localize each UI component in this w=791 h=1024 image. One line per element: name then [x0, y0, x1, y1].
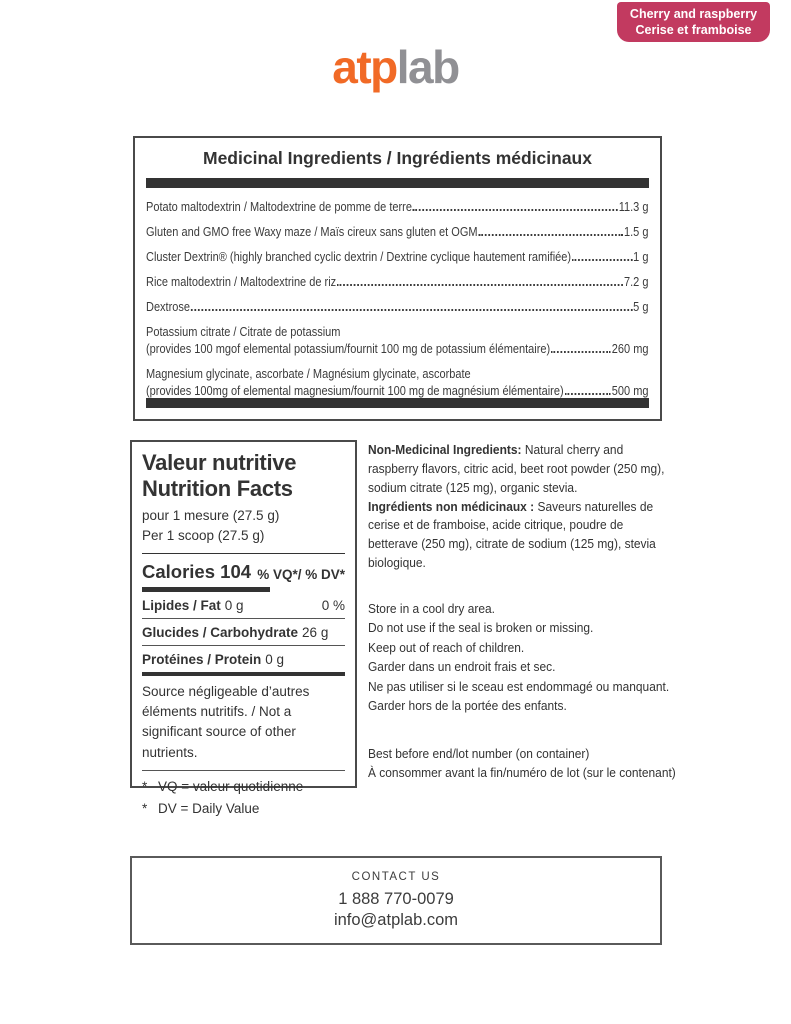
footnote-row: [142, 798, 345, 820]
non-medicinal-text-fr: Saveurs naturelles de cerise et de framboise, acide citrique, poudre de betterave (250 mg), citrate de sodium (125 mg), stevia biologique.: [368, 498, 656, 571]
atplab-logo: [332, 41, 458, 93]
non-medicinal-label-fr: Ingrédients non médicinaux :: [368, 498, 535, 514]
best-before-block: [368, 745, 676, 783]
dot-leader: [413, 209, 618, 211]
non-medicinal-paragraph-en: [368, 441, 672, 498]
logo-part-lab: lab: [396, 41, 459, 93]
storage-line: Store in a cool dry area.: [368, 600, 495, 616]
ingredient-amount: 260 mg: [611, 342, 649, 356]
ingredient-row: [146, 225, 648, 239]
dot-leader: [572, 259, 632, 261]
nutrient-value: 26 g: [302, 624, 329, 640]
ingredient-name-line1: Potassium citrate / Citrate de potassium: [146, 325, 341, 339]
flavor-badge-line-en: Cherry and raspberry: [629, 6, 758, 21]
divider: [142, 770, 345, 771]
flavor-badge-line-fr: Cerise et framboise: [635, 23, 752, 37]
contact-phone: 1 888 770-0079: [338, 890, 454, 908]
divider-bar-bottom: [146, 398, 649, 408]
nutrient-value: 0 g: [265, 651, 285, 667]
non-medicinal-paragraph-fr: [368, 498, 672, 573]
footnote-text: DV = Daily Value: [158, 800, 260, 816]
nutrient-row: [142, 619, 345, 645]
divider-bar-top: [146, 178, 649, 188]
info-column: [368, 441, 676, 783]
ingredient-name-line2: (provides 100mg of elemental magnesium/fournit 100 mg de magnésium élémentaire): [146, 384, 564, 398]
dot-leader: [551, 351, 611, 353]
medicinal-ingredients-panel: [133, 136, 662, 421]
ingredient-list: [146, 188, 648, 398]
ingredient-name-line1: Magnesium glycinate, ascorbate / Magnésium glycinate, ascorbate: [146, 367, 471, 381]
contact-heading: CONTACT US: [351, 871, 441, 883]
logo-part-atp: atp: [332, 41, 397, 93]
asterisk: *: [142, 778, 148, 794]
nutrient-row: [142, 592, 345, 618]
ingredient-name: Cluster Dextrin® (highly branched cyclic dextrin / Dextrine cyclique hautement ramifiée): [146, 250, 572, 264]
ingredient-amount: 5 g: [633, 300, 649, 314]
ingredient-amount: 1.5 g: [624, 225, 649, 239]
nutrient-dv: 0 %: [321, 597, 345, 613]
nutrition-facts-panel: [130, 440, 357, 816]
storage-line: Ne pas utiliser si le sceau est endommagé ou manquant.: [368, 678, 670, 694]
medicinal-ingredients-title: Medicinal Ingredients / Ingrédients médicinaux: [203, 148, 592, 168]
nutrient-row: [142, 646, 345, 672]
ingredient-amount: 7.2 g: [624, 275, 649, 289]
insignificant-source-note: Source négligeable d’autres éléments nutritifs. / Not a significant source of other nutrients.: [142, 683, 310, 760]
ingredient-row-group: [146, 367, 648, 398]
dot-leader: [478, 234, 623, 236]
nutrition-title-fr: Valeur nutritive: [142, 450, 297, 475]
ingredient-amount: 1 g: [633, 250, 649, 264]
contact-email: info@atplab.com: [333, 911, 459, 929]
calories-label: Calories 104: [142, 561, 252, 583]
storage-line: Do not use if the seal is broken or missing.: [368, 620, 594, 636]
daily-value-header: % VQ*/ % DV*: [257, 567, 345, 583]
contact-panel: [130, 856, 662, 945]
storage-instructions: [368, 599, 672, 716]
nutrient-label: Protéines / Protein: [142, 651, 262, 667]
storage-line: Garder hors de la portée des enfants.: [368, 698, 567, 714]
ingredient-row: [146, 275, 648, 289]
ingredient-name: Dextrose: [146, 300, 191, 314]
dot-leader: [191, 309, 632, 311]
ingredient-amount: 11.3 g: [618, 200, 649, 214]
ingredient-name: Potato maltodextrin / Maltodextrine de pomme de terre: [146, 200, 412, 214]
non-medicinal-label-en: Non-Medicinal Ingredients:: [368, 442, 522, 457]
logo-container: [0, 40, 791, 94]
nutrient-value: 0 g: [224, 597, 244, 613]
dot-leader: [564, 393, 610, 395]
ingredient-row: [146, 384, 648, 398]
storage-line: Keep out of reach of children.: [368, 639, 525, 655]
calories-row: [142, 561, 345, 583]
ingredient-amount: 500 mg: [611, 384, 649, 398]
ingredient-row: [146, 342, 648, 356]
ingredient-row: [146, 300, 648, 314]
ingredient-row-group: [146, 325, 648, 356]
non-medicinal-text-en: Natural cherry and raspberry flavors, citric acid, beet root powder (250 mg), sodium citrate (125 mg), organic stevia.: [368, 442, 665, 495]
serving-size-fr: pour 1 mesure (27.5 g): [142, 507, 280, 523]
flavor-badge: [617, 2, 770, 42]
best-before-en: Best before end/lot number (on container): [368, 745, 590, 761]
dot-leader: [337, 284, 623, 286]
footnote-row: [142, 776, 345, 798]
nutrition-title-en: Nutrition Facts: [142, 475, 293, 501]
ingredient-name-line2: (provides 100 mgof elemental potassium/fournit 100 mg de potassium élémentaire): [146, 342, 551, 356]
ingredient-name: Gluten and GMO free Waxy maze / Maïs cireux sans gluten et OGM: [146, 225, 478, 239]
ingredient-row: [146, 250, 648, 264]
ingredient-name: Rice maltodextrin / Maltodextrine de riz: [146, 275, 337, 289]
nutrient-label: Glucides / Carbohydrate: [142, 624, 299, 640]
storage-line: Garder dans un endroit frais et sec.: [368, 659, 556, 675]
ingredient-row: [146, 200, 648, 214]
serving-size-en: Per 1 scoop (27.5 g): [142, 528, 265, 544]
asterisk: *: [142, 800, 148, 816]
nutrient-label: Lipides / Fat: [142, 597, 221, 613]
best-before-fr: À consommer avant la fin/numéro de lot (sur le contenant): [368, 764, 676, 780]
calories-value: 104: [220, 561, 252, 583]
divider: [142, 553, 345, 554]
footnote-text: VQ = valeur quotidienne: [158, 778, 304, 794]
